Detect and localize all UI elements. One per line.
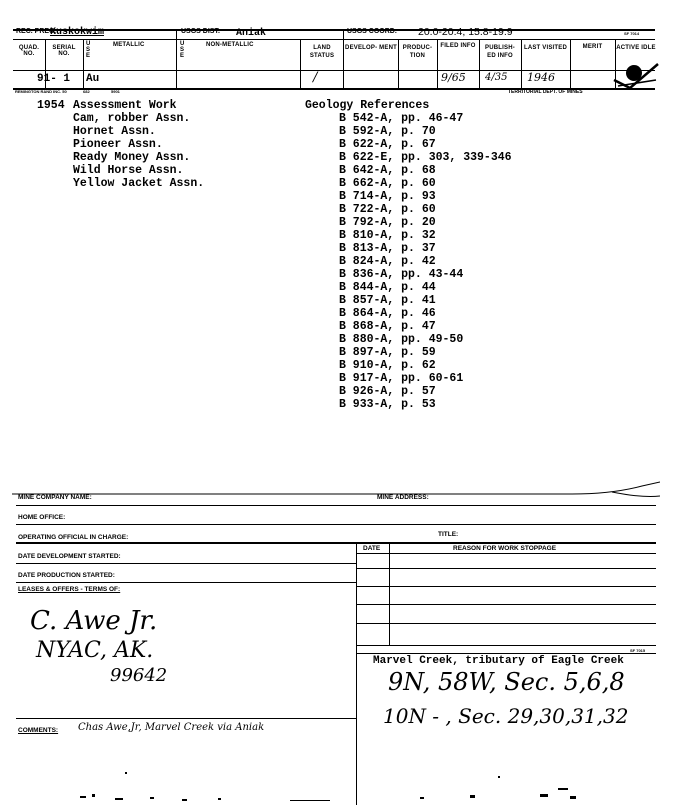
printer-code-2: 5901	[111, 89, 120, 94]
leases-hand-name: C. Awe Jr.	[30, 606, 158, 636]
geology-ref: B 868-A, p. 47	[339, 320, 436, 333]
rule	[13, 29, 655, 31]
mine-address-label: MINE ADDRESS:	[377, 494, 429, 501]
leases-hand-city: NYAC, AK.	[36, 638, 154, 663]
rule	[357, 604, 656, 605]
geology-ref: B 792-A, p. 20	[339, 216, 436, 229]
rule	[16, 718, 356, 719]
rule	[16, 524, 656, 525]
location-typed: Marvel Creek, tributary of Eagle Creek	[373, 655, 624, 667]
geology-ref: B 836-A, pp. 43-44	[339, 268, 464, 281]
usgs-coord-label: USGS COORD.	[347, 28, 397, 35]
rule	[13, 39, 655, 40]
col-filed-info: FILED INFO	[440, 43, 476, 49]
geology-ref: B 864-A, p. 46	[339, 307, 436, 320]
col-metallic: METALLIC	[113, 42, 145, 48]
rule	[13, 70, 655, 71]
geology-ref: B 622-E, pp. 303, 339-346	[339, 151, 512, 164]
year: 1954	[37, 99, 65, 112]
col-development: DEVELOP- MENT	[345, 45, 397, 51]
quad-serial-value: 91- 1	[37, 73, 71, 85]
date-production-label: DATE PRODUCTION STARTED:	[18, 572, 115, 579]
location-hand-line-2: 10N - , Sec. 29,30,31,32	[383, 704, 629, 728]
geology-ref: B 662-A, p. 60	[339, 177, 436, 190]
usgs-coord-value: 20.0-20.4, 15.8-19.9	[418, 26, 513, 38]
assessment-item: Ready Money Assn.	[73, 151, 191, 164]
date-column-header: DATE	[363, 545, 381, 552]
rec-prec-value: Kuskokwim	[50, 27, 105, 38]
geology-ref: B 592-A, p. 70	[339, 125, 436, 138]
col-use: U S E	[86, 41, 91, 59]
divider	[356, 543, 357, 805]
col-quad-no: QUAD. NO.	[18, 45, 40, 57]
col-last-visited: LAST VISITED	[523, 45, 568, 51]
rec-prec-label: REC. PREC.	[16, 28, 57, 35]
printer-code-1: 682	[83, 89, 90, 94]
rule	[16, 505, 656, 506]
geology-ref: B 926-A, p. 57	[339, 385, 436, 398]
geology-ref: B 897-A, p. 59	[339, 346, 436, 359]
territorial-dept: TERRITORIAL DEPT. OF MINES	[508, 89, 583, 95]
rule	[357, 653, 656, 654]
assessment-item: Hornet Assn.	[73, 125, 156, 138]
assessment-item: Cam, robber Assn.	[73, 112, 191, 125]
rule	[357, 553, 656, 554]
rule	[16, 563, 356, 564]
geology-ref: B 542-A, pp. 46-47	[339, 112, 464, 125]
col-published-info: PUBLISH- ED INFO	[485, 45, 515, 59]
col-land-status: LAND STATUS	[309, 45, 335, 59]
assessment-item: Wild Horse Assn.	[73, 164, 184, 177]
date-development-label: DATE DEVELOPMENT STARTED:	[18, 553, 121, 560]
assessment-item: Yellow Jacket Assn.	[73, 177, 205, 190]
geology-ref: B 824-A, p. 42	[339, 255, 436, 268]
leases-label: LEASES & OFFERS - TERMS OF:	[18, 586, 121, 593]
col-merit: MERIT	[582, 44, 603, 50]
usgs-dist-value: Aniak	[236, 28, 267, 39]
divider	[343, 29, 344, 88]
metallic-value: Au	[86, 73, 100, 85]
assessment-title: Assessment Work	[73, 99, 177, 112]
comments-value: Chas Awe,Jr, Marvel Creek via Aniak	[78, 722, 265, 733]
rule	[357, 645, 656, 646]
rule	[357, 623, 656, 624]
geology-ref: B 910-A, p. 62	[339, 359, 436, 372]
divider	[176, 29, 177, 88]
last-visited-value: 1946	[527, 71, 555, 84]
published-info-value: 4/35	[485, 72, 508, 83]
geology-ref: B 714-A, p. 93	[339, 190, 436, 203]
geology-ref: B 933-A, p. 53	[339, 398, 436, 411]
comments-label: COMMENTS:	[18, 727, 59, 734]
geology-ref: B 813-A, p. 37	[339, 242, 436, 255]
filed-info-value: 9/65	[441, 71, 466, 84]
title-label: TITLE:	[438, 531, 459, 538]
col-use-2: U S E	[180, 41, 185, 59]
mine-company-label: MINE COMPANY NAME:	[18, 494, 92, 501]
active-check-mark	[612, 58, 662, 94]
location-hand-line-1: 9N, 58W, Sec. 5,6,8	[388, 668, 625, 696]
geology-ref: B 810-A, p. 32	[339, 229, 436, 242]
geology-title: Geology References	[305, 99, 430, 112]
location-form-number: SF 7015	[630, 648, 646, 653]
leases-hand-zip: 99642	[110, 665, 168, 686]
col-serial-no: SERIAL NO.	[52, 45, 76, 57]
operating-official-label: OPERATING OFFICIAL IN CHARGE:	[18, 534, 129, 541]
geology-ref: B 722-A, p. 60	[339, 203, 436, 216]
home-office-label: HOME OFFICE:	[18, 514, 66, 521]
col-non-metallic: NON-METALLIC	[206, 42, 254, 48]
rule	[357, 568, 656, 569]
land-status-value: /	[313, 70, 318, 85]
usgs-dist-label: USGS DIST.	[181, 28, 220, 35]
geology-ref: B 844-A, p. 44	[339, 281, 436, 294]
scan-noise	[0, 770, 678, 808]
assessment-item: Pioneer Assn.	[73, 138, 163, 151]
divider	[83, 40, 84, 88]
geology-ref: B 917-A, pp. 60-61	[339, 372, 464, 385]
col-active-idle: ACTIVE IDLE	[616, 45, 656, 51]
rule	[16, 582, 356, 583]
rule	[16, 542, 656, 544]
col-production: PRODUC- TION	[402, 45, 433, 59]
rule	[357, 586, 656, 587]
form-number: SF 7014	[624, 31, 640, 36]
footer-top-rule	[12, 480, 660, 500]
reason-column-header: REASON FOR WORK STOPPAGE	[453, 545, 557, 552]
geology-ref: B 642-A, p. 68	[339, 164, 436, 177]
geology-ref: B 857-A, p. 41	[339, 294, 436, 307]
divider	[389, 543, 390, 646]
geology-ref: B 622-A, p. 67	[339, 138, 436, 151]
printer-imprint: REMINGTON RAND INC. 50	[15, 89, 67, 94]
geology-ref: B 880-A, pp. 49-50	[339, 333, 464, 346]
